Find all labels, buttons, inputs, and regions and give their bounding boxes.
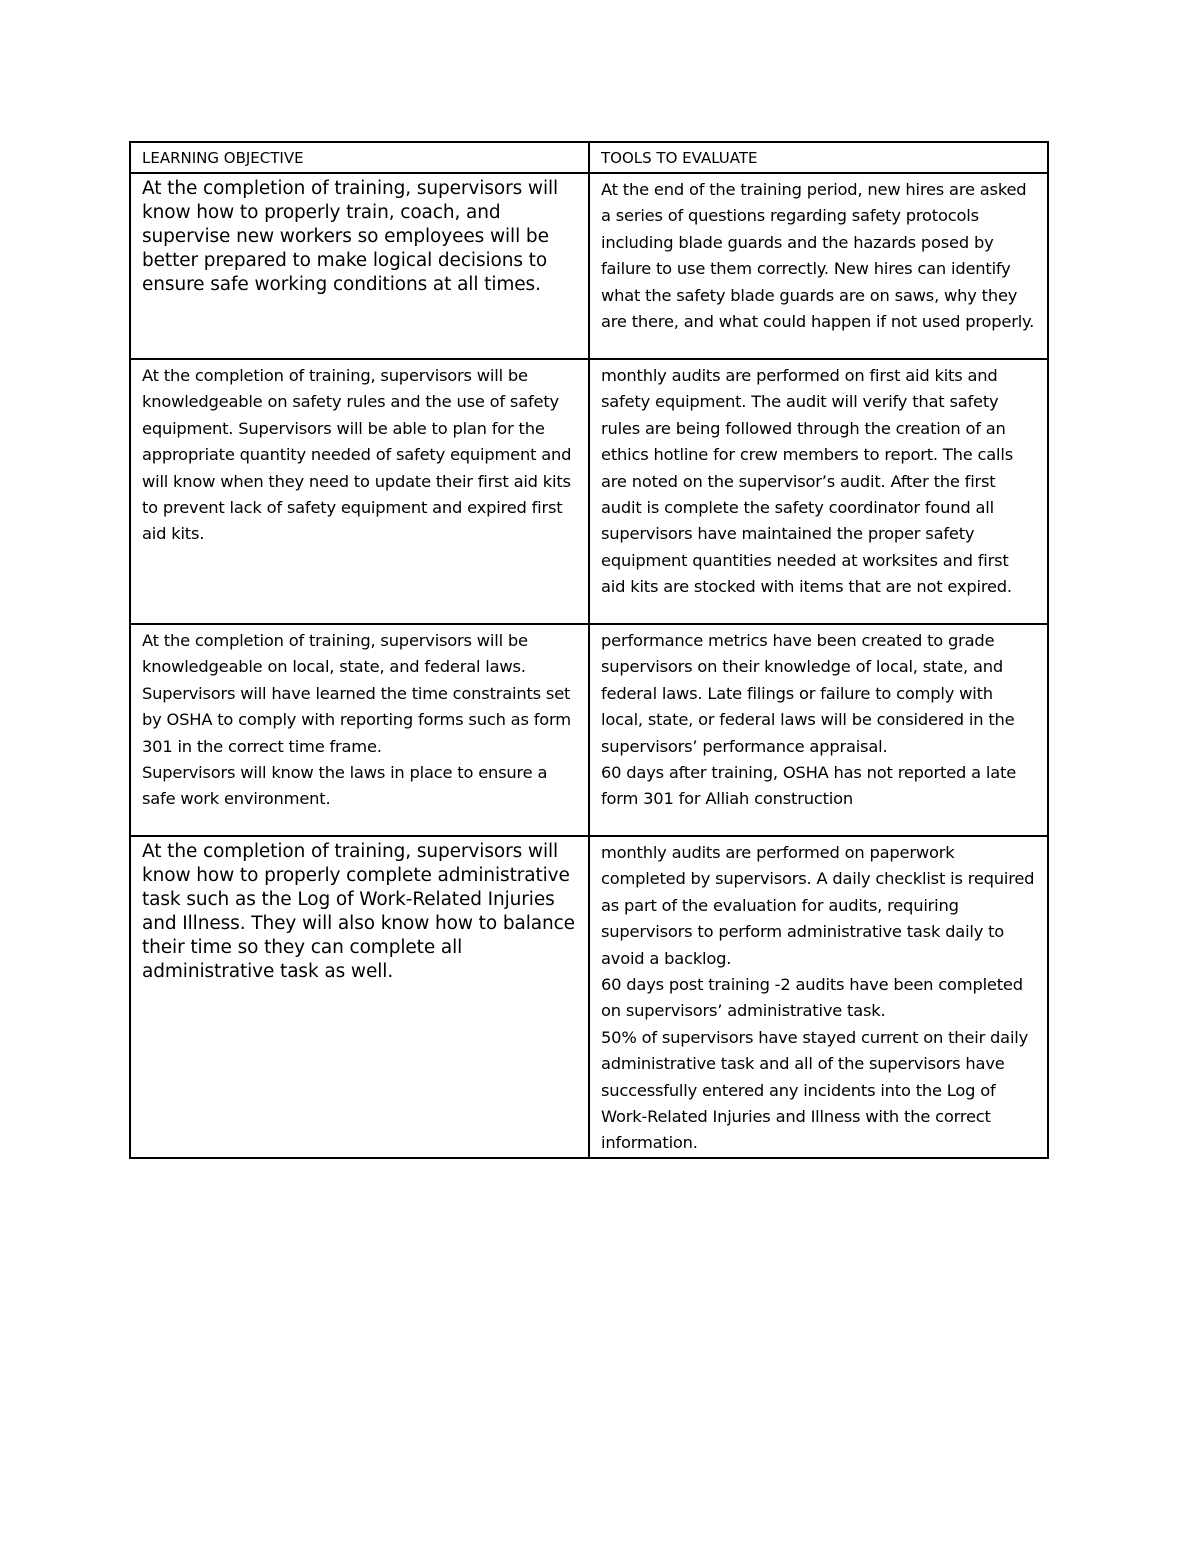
table-header-row [130,142,1048,173]
tools-cell [589,173,1048,359]
tools-text: 60 days after training, OSHA has not reported a late form 301 for Alliah construction [601,763,1017,809]
objective-text: Supervisors will know the laws in place to ensure a safe work environment. [142,763,548,809]
tools-cell [589,624,1048,836]
header-tools-to-evaluate: TOOLS TO EVALUATE [589,142,1048,173]
tools-cell [589,836,1048,1158]
tools-cell [589,359,1048,624]
objective-text: At the completion of training, supervisors will know how to properly train, coach, and supervise new workers so employees will be better prepared to make logical decisions to ensure safe working conditions at all times. [142,178,559,295]
objective-text: At the completion of training, supervisors will know how to properly complete administrative task such as the Log of Work-Related Injuries and Illness. They will also know how to balance their time so they can complete all administrative task as well. [142,841,575,982]
evaluation-table [129,141,1049,1159]
tools-text: At the end of the training period, new hires are asked a series of questions regarding safety protocols including blade guards and the hazards posed by failure to use them correctly. New hires can identify what the safety blade guards are on saws, why they are there, and what could happen if not used properly. [601,180,1035,332]
table-row [130,359,1048,624]
tools-text: 60 days post training -2 audits have been completed on supervisors’ administrative task. [601,975,1023,1021]
table-row [130,173,1048,359]
objective-cell [130,173,589,359]
tools-text: performance metrics have been created to grade supervisors on their knowledge of local, state, and federal laws. Late filings or failure to comply with local, state, or federal laws will be considered in the supervisors’ performance appraisal. [601,631,1015,756]
tools-text: monthly audits are performed on first aid kits and safety equipment. The audit will verify that safety rules are being followed through the creation of an ethics hotline for crew members to report. The calls are noted on the supervisor’s audit. After the first audit is complete the safety coordinator found all supervisors have maintained the proper safety equipment quantities needed at worksites and first aid kits are stocked with items that are not expired. [601,366,1013,597]
table-row [130,836,1048,1158]
objective-cell [130,359,589,624]
tools-text: monthly audits are performed on paperwork completed by supervisors. A daily checklist is required as part of the evaluation for audits, requiring supervisors to perform administrative task daily to avoid a backlog. [601,843,1035,968]
header-learning-objective: LEARNING OBJECTIVE [130,142,589,173]
objective-text: At the completion of training, supervisors will be knowledgeable on safety rules and the use of safety equipment. Supervisors will be able to plan for the appropriate quantity needed of safety equipment and will know when they need to update their first aid kits to prevent lack of safety equipment and expired first aid kits. [142,366,572,544]
tools-text: 50% of supervisors have stayed current on their daily administrative task and all of the supervisors have successfully entered any incidents into the Log of Work-Related Injuries and Illness with the correct information. [601,1027,1029,1153]
table-row [130,624,1048,836]
objective-cell [130,624,589,836]
objective-text: At the completion of training, supervisors will be knowledgeable on local, state, and federal laws. Supervisors will have learned the time constraints set by OSHA to comply with reporting forms such as form 301 in the correct time frame. [142,631,571,756]
objective-cell [130,836,589,1158]
